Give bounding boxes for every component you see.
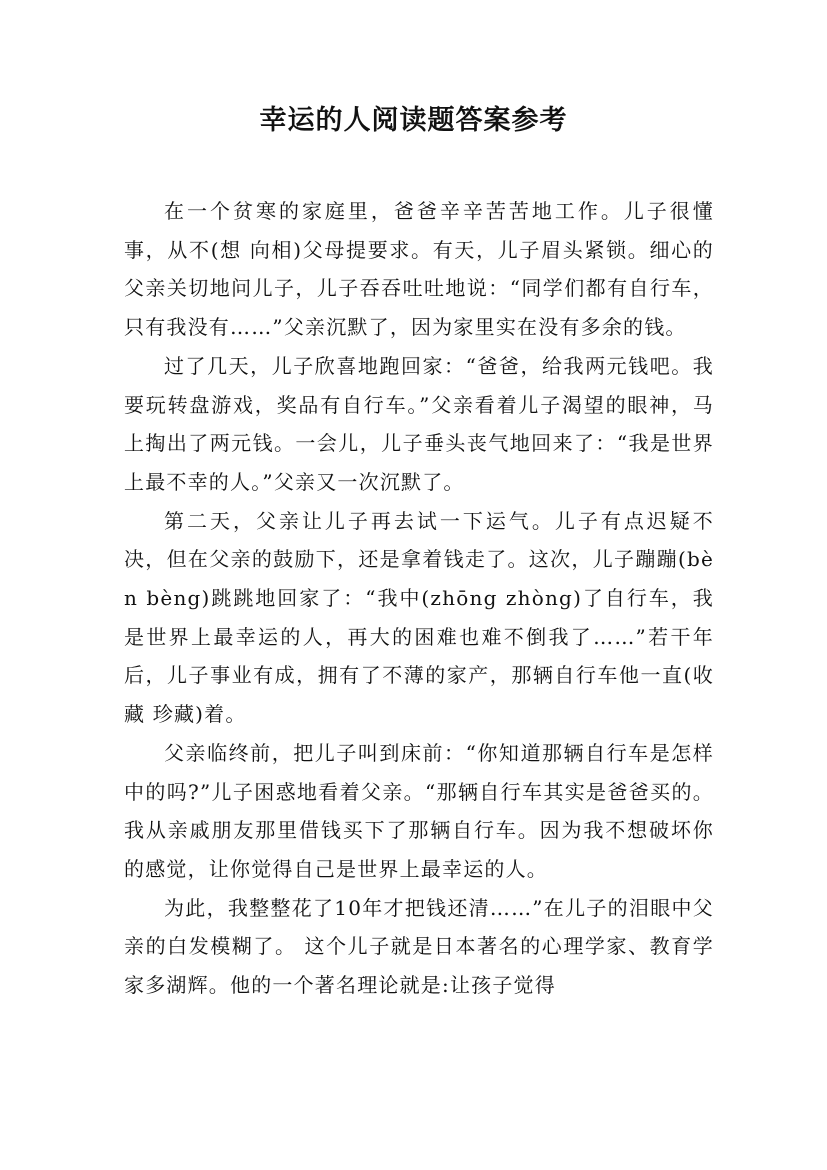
paragraph-4: 父亲临终前，把儿子叫到床前：“你知道那辆自行车是怎样中的吗?”儿子困惑地看着父亲。“那辆自行车其实是爸爸买的。我从亲戚朋友那里借钱买下了那辆自行车。因为我不想破坏你的感觉，让你觉得自己是世界上最幸运的人。 (124, 740, 714, 881)
page-title: 幸运的人阅读题答案参考 (259, 105, 568, 136)
paragraph-5: 为此，我整整花了10年才把钱还清……”在儿子的泪眼中父亲的白发模糊了。 这个儿子就是日本著名的心理学家、教育学家多湖辉。他的一个著名理论就是:让孩子觉得 (124, 895, 714, 998)
paragraph-2: 过了几天，儿子欣喜地跑回家：“爸爸，给我两元钱吧。我要玩转盘游戏，奖品有自行车。”父亲看着儿子渴望的眼神，马上掏出了两元钱。一会儿，儿子垂头丧气地回来了：“我是世界上最不幸的人。”父亲又一次沉默了。 (124, 353, 714, 494)
paragraph-1: 在一个贫寒的家庭里，爸爸辛辛苦苦地工作。儿子很懂事，从不(想 向相)父母提要求。有天，儿子眉头紧锁。细心的父亲关切地问儿子，儿子吞吞吐吐地说：“同学们都有自行车，只有我没有……”父亲沉默了，因为家里实在没有多余的钱。 (124, 199, 714, 340)
article-body (124, 192, 714, 1005)
paragraph-3: 第二天，父亲让儿子再去试一下运气。儿子有点迟疑不决，但在父亲的鼓励下，还是拿着钱走了。这次，儿子蹦蹦(bèn bèng)跳跳地回家了：“我中(zhōng zhòng)了自行车，我是世界上最幸运的人，再大的困难也难不倒我了……”若干年后，儿子事业有成，拥有了不薄的家产，那辆自行车他一直(收藏 珍藏)着。 (124, 508, 714, 727)
